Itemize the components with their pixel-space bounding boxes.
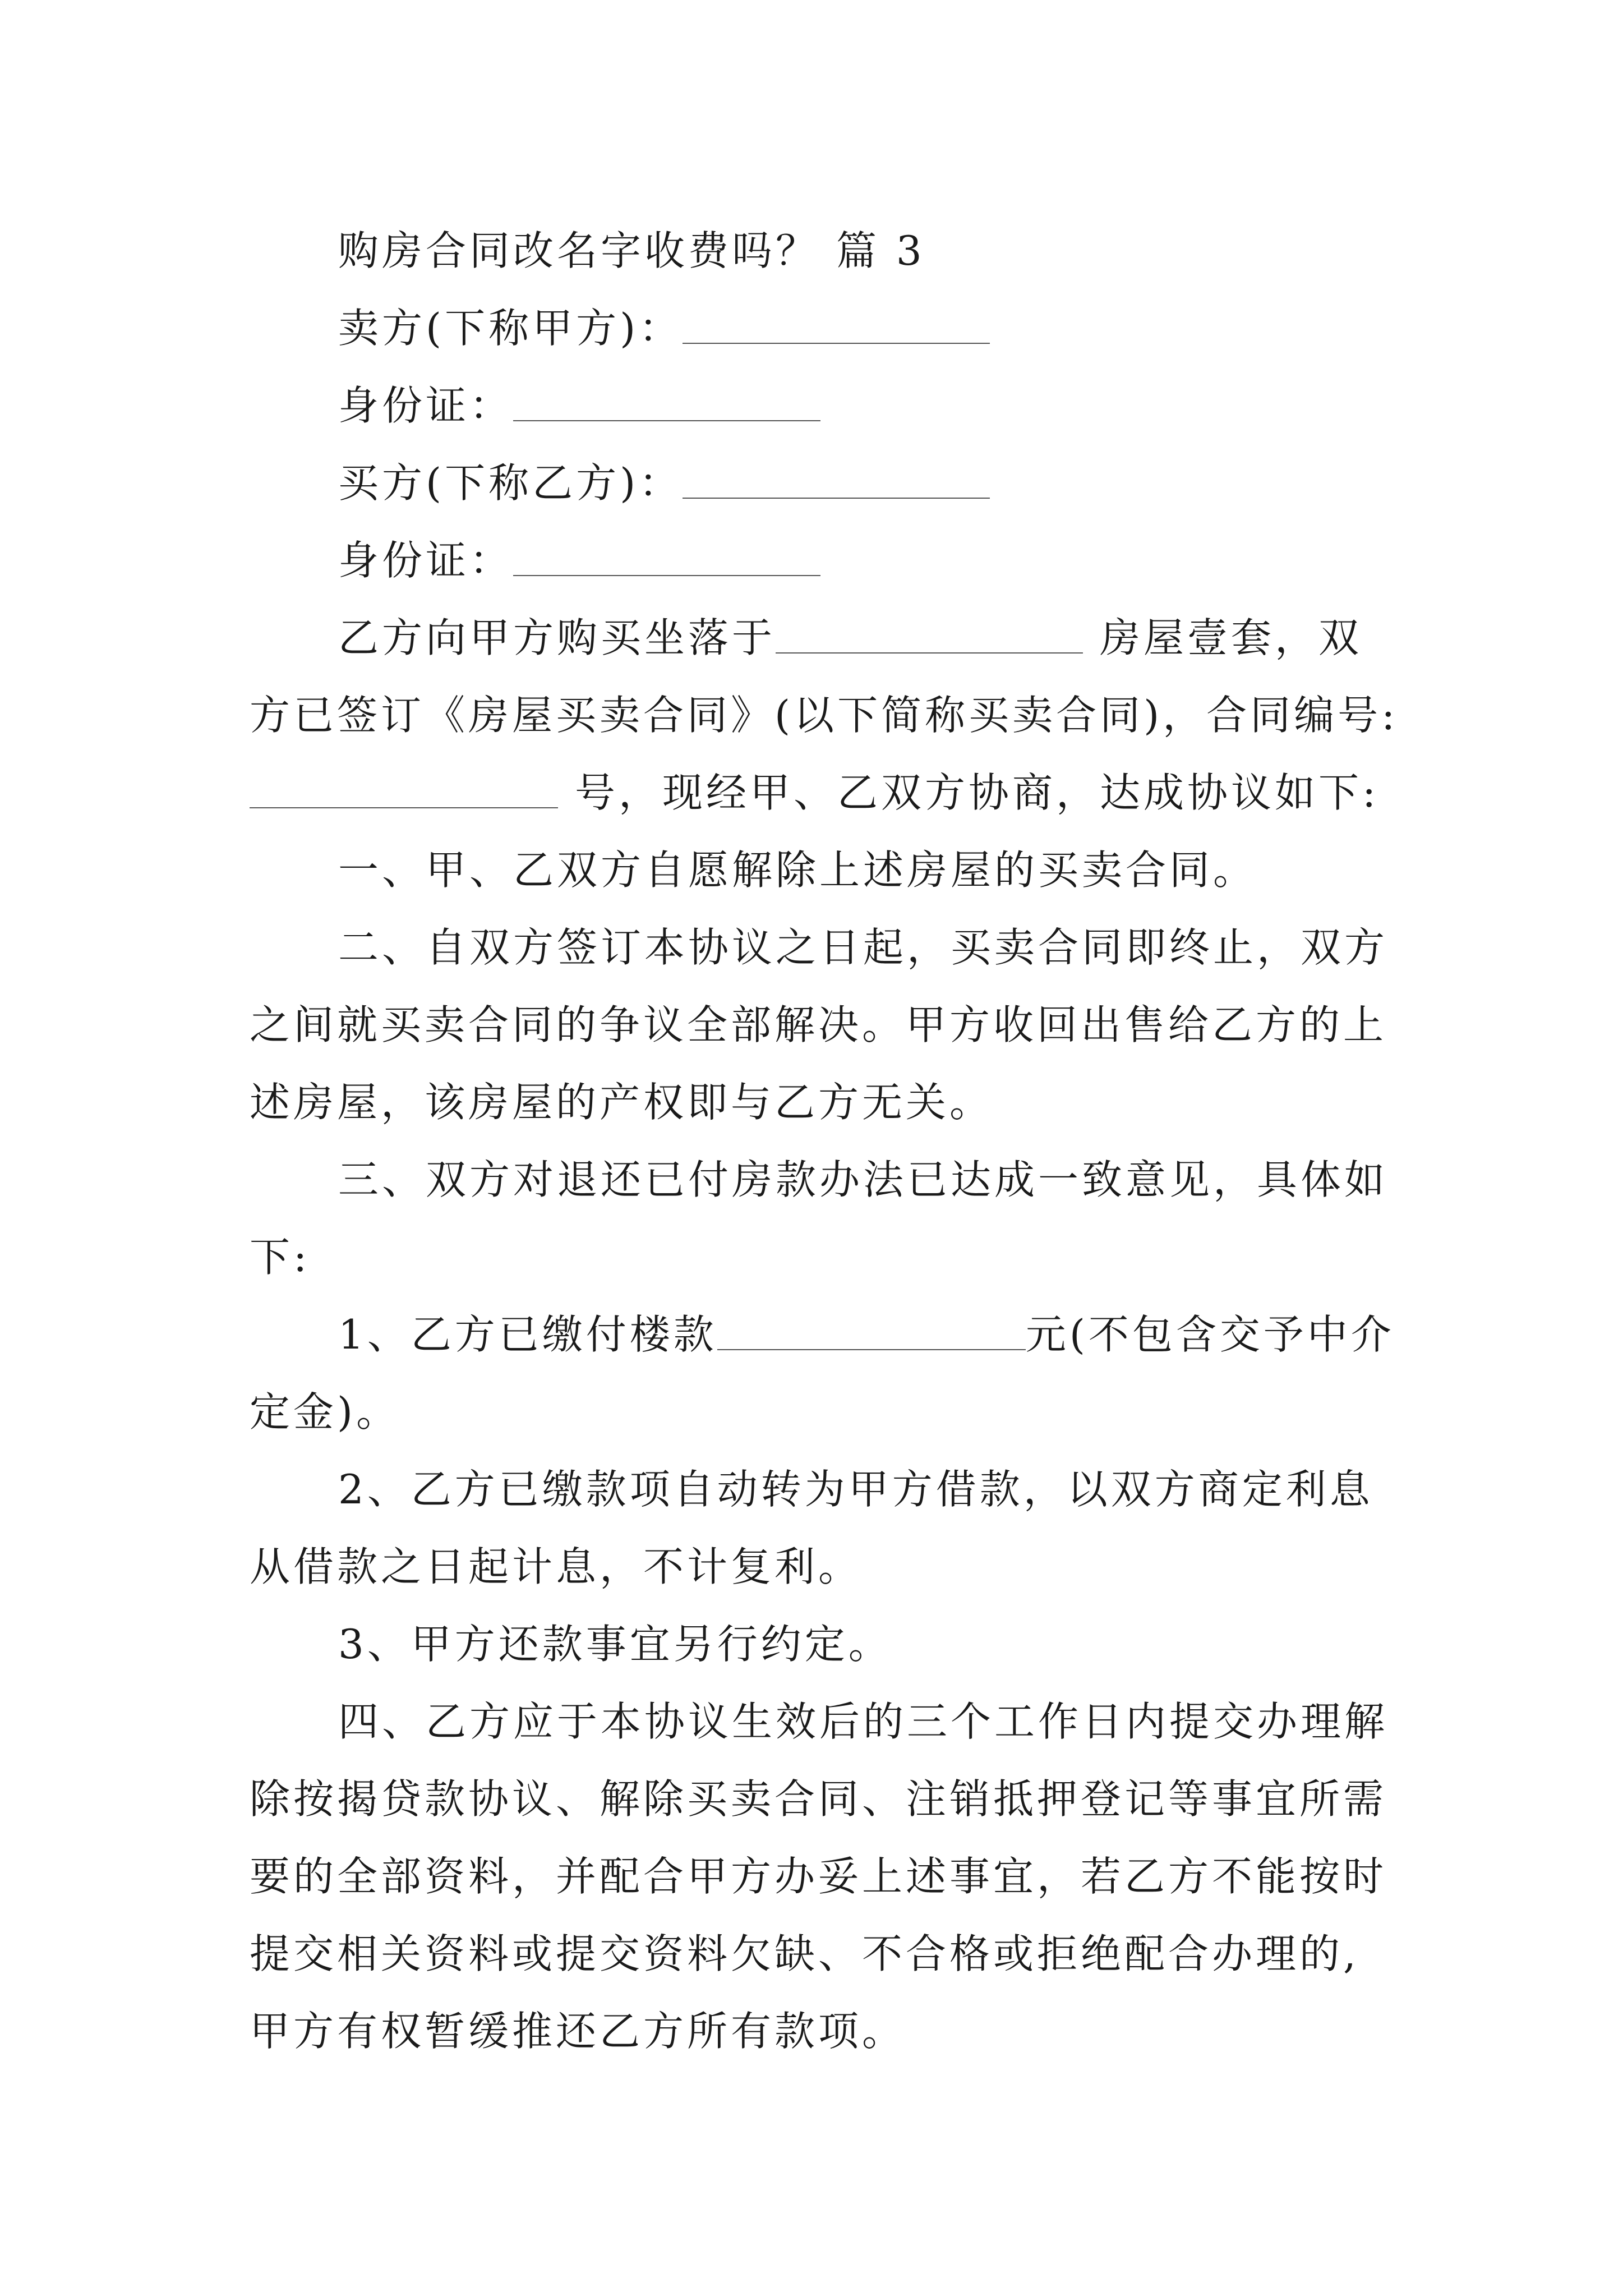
- item-3-text: 3、甲方还款事宜另行约定。: [338, 1621, 892, 1668]
- clause-3-line-1: [250, 1141, 1391, 1218]
- item-1-text-2: 定金)。: [250, 1388, 400, 1435]
- item-1-line-2: [250, 1373, 1391, 1451]
- intro-line-1: [250, 599, 1391, 677]
- clause-4-line-4: [250, 1915, 1391, 1993]
- document-body: [250, 212, 1399, 2070]
- clause-3-text-2: 下:: [250, 1234, 311, 1281]
- clause-4-text-1: 四、乙方应于本协议生效后的三个工作日内提交办理解: [338, 1698, 1389, 1745]
- seller-label: 卖方(下称甲方)：: [338, 305, 683, 352]
- seller-line: [250, 289, 1391, 367]
- intro-text-3: 号，现经甲、乙双方协商，达成协议如下:: [575, 769, 1380, 816]
- document-title: [250, 212, 1391, 289]
- item-2-line-1: [250, 1451, 1391, 1528]
- item-2-text-1: 2、乙方已缴款项自动转为甲方借款，以双方商定利息: [338, 1466, 1373, 1513]
- payment-amount-blank: [717, 1349, 1026, 1350]
- seller-id-blank: [513, 420, 820, 421]
- clause-2-text-2: 之间就买卖合同的争议全部解决。甲方收回出售给乙方的上: [250, 1001, 1387, 1048]
- clause-4-line-3: [250, 1838, 1391, 1915]
- contract-number-blank: [250, 807, 558, 808]
- item-1-text-1a: 1、乙方已缴付楼款: [338, 1311, 717, 1358]
- title-text: 购房合同改名字收费吗？: [338, 227, 820, 274]
- clause-1-text: 一、甲、乙双方自愿解除上述房屋的买卖合同。: [338, 846, 1257, 894]
- clause-2-line-3: [250, 1064, 1391, 1141]
- intro-line-3: [250, 754, 1391, 831]
- title-suffix: 篇 3: [836, 227, 925, 274]
- clause-4-text-2: 除按揭贷款协议、解除买卖合同、注销抵押登记等事宜所需: [250, 1775, 1387, 1823]
- clause-4-line-5: [250, 1993, 1391, 2070]
- item-2-text-2: 从借款之日起计息，不计复利。: [250, 1543, 863, 1590]
- clause-2-text-1: 二、自双方签订本协议之日起，买卖合同即终止，双方: [338, 924, 1389, 971]
- buyer-id-label: 身份证：: [338, 537, 514, 584]
- buyer-label: 买方(下称乙方)：: [338, 459, 683, 507]
- clause-4-line-1: [250, 1683, 1391, 1760]
- item-1-text-1b: 元(不包含交予中介: [1025, 1311, 1395, 1358]
- clause-3-text-1: 三、双方对退还已付房款办法已达成一致意见，具体如: [338, 1156, 1389, 1203]
- buyer-line: [250, 444, 1391, 522]
- seller-id-label: 身份证：: [338, 382, 514, 429]
- clause-1: [250, 831, 1391, 909]
- clause-2-text-3: 述房屋，该房屋的产权即与乙方无关。: [250, 1079, 994, 1126]
- item-3: [250, 1605, 1391, 1683]
- clause-4-text-4: 提交相关资料或提交资料欠缺、不合格或拒绝配合办理的,: [250, 1930, 1359, 1977]
- buyer-id-line: [250, 522, 1391, 599]
- item-2-line-2: [250, 1528, 1391, 1605]
- seller-blank: [683, 342, 990, 344]
- property-location-blank: [776, 652, 1083, 654]
- clause-4-line-2: [250, 1760, 1391, 1838]
- intro-text-1b: 房屋壹套，双: [1100, 614, 1363, 661]
- intro-text-1a: 乙方向甲方购买坐落于: [338, 614, 776, 661]
- intro-text-2: 方已签订《房屋买卖合同》(以下简称买卖合同)，合同编号:: [250, 692, 1399, 739]
- clause-4-text-5: 甲方有权暂缓推还乙方所有款项。: [250, 2008, 906, 2055]
- buyer-id-blank: [513, 574, 820, 576]
- clause-2-line-1: [250, 909, 1391, 986]
- seller-id-line: [250, 367, 1391, 444]
- intro-line-2: [250, 677, 1399, 754]
- clause-3-line-2: [250, 1218, 1391, 1296]
- clause-2-line-2: [250, 986, 1391, 1064]
- item-1-line-1: [250, 1296, 1395, 1373]
- clause-4-text-3: 要的全部资料，并配合甲方办妥上述事宜，若乙方不能按时: [250, 1853, 1387, 1900]
- buyer-blank: [683, 497, 990, 499]
